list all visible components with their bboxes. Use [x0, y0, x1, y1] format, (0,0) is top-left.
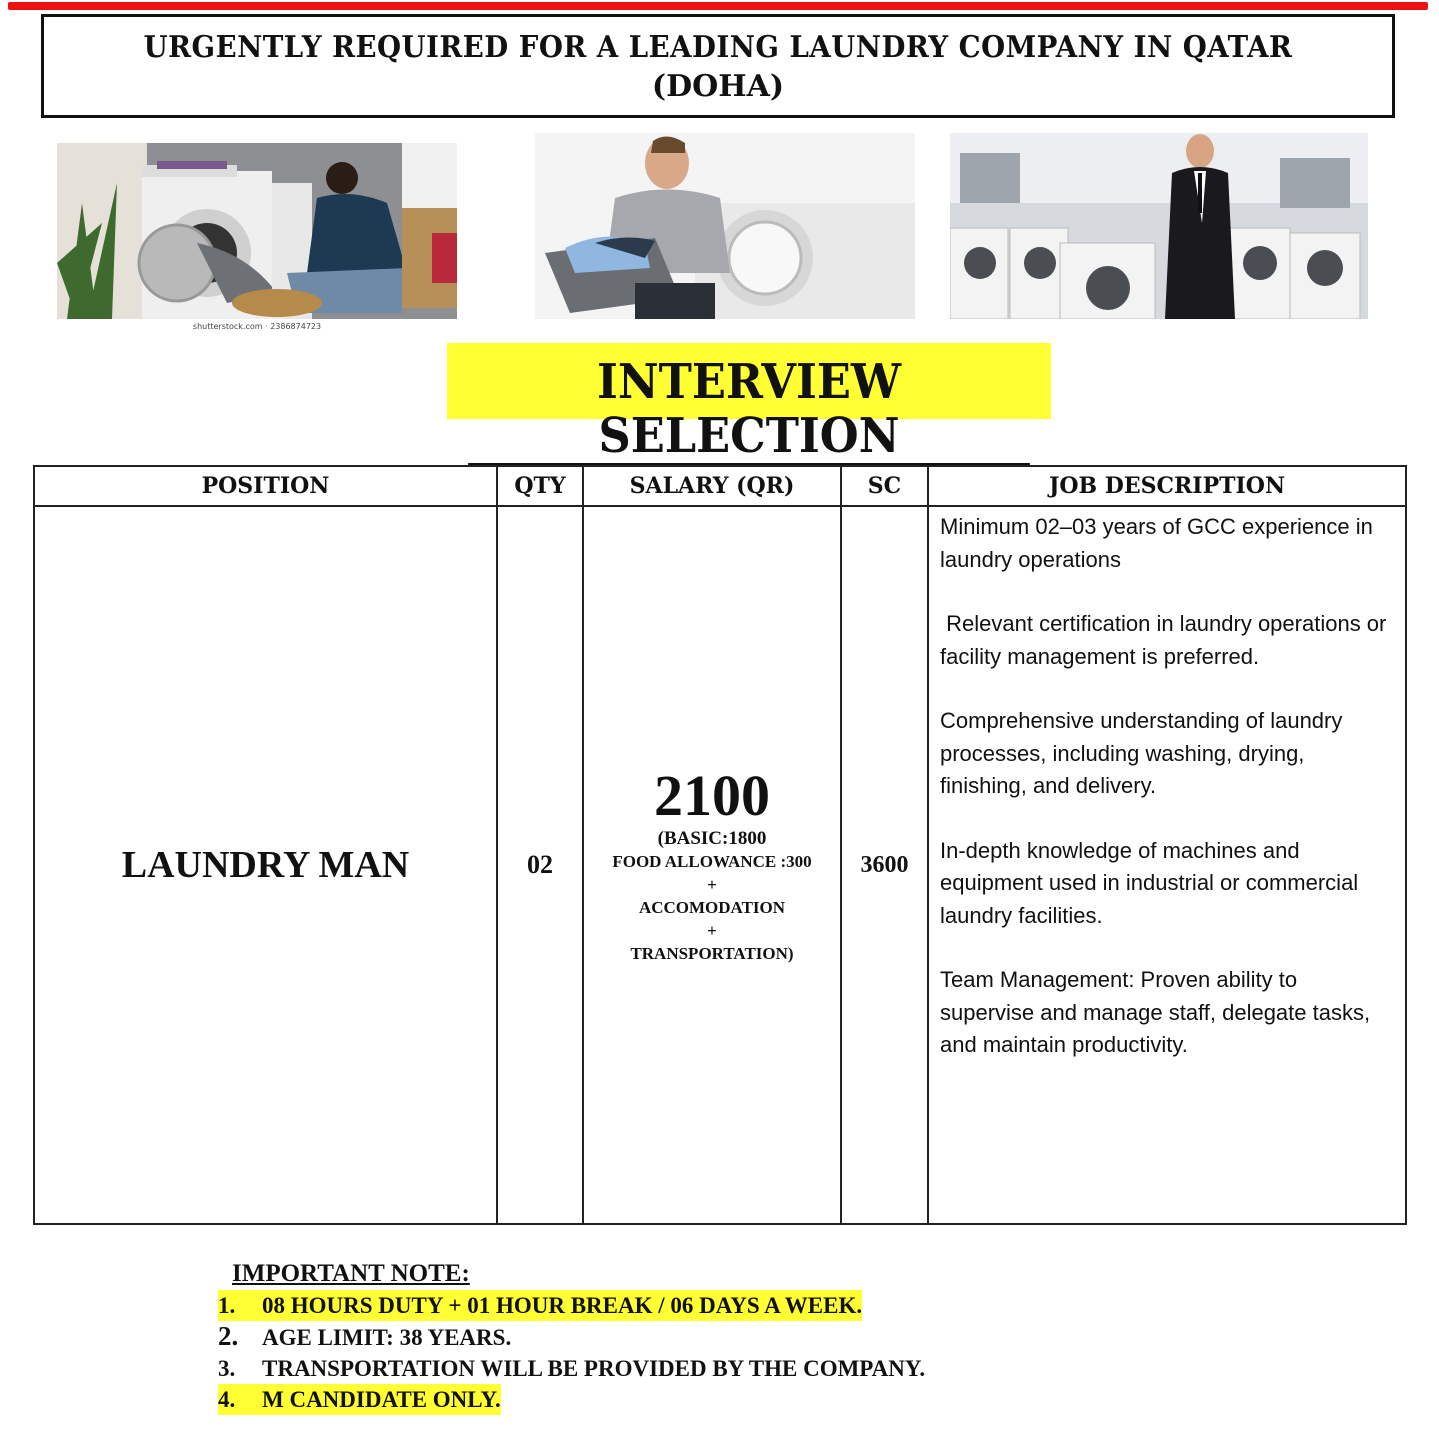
sc-value: 3600: [860, 851, 909, 878]
header-job-description: JOB DESCRIPTION: [928, 466, 1406, 506]
note-number: 4.: [218, 1387, 236, 1412]
salary-plus-2: +: [707, 921, 717, 940]
salary-accommodation: ACCOMODATION: [638, 898, 786, 917]
note-item-1: [218, 1290, 862, 1321]
cell-salary: [583, 506, 841, 1224]
header-position: POSITION: [34, 466, 497, 506]
note-item-4: [218, 1384, 501, 1415]
important-notes: [218, 1258, 925, 1415]
banner-title: INTERVIEW SELECTION: [468, 355, 1030, 467]
photo-man-with-laundry-basket: [535, 133, 915, 319]
header-location: (DOHA): [651, 69, 785, 104]
photo-credit: shutterstock.com · 2386874723: [192, 322, 322, 331]
position-value: LAUNDRY MAN: [121, 844, 410, 886]
note-number: 2.: [218, 1321, 239, 1351]
salary-food-allowance: FOOD ALLOWANCE :300: [612, 852, 812, 871]
top-red-bar: [8, 2, 1428, 10]
desc-certification: Relevant certification in laundry operations or facility management is preferred.: [940, 611, 1393, 669]
header-qty: QTY: [497, 466, 583, 506]
photo-man-loading-washer: [57, 143, 457, 319]
desc-processes: Comprehensive understanding of laundry processes, including washing, drying, finishing, and delivery.: [940, 708, 1343, 798]
cell-sc: [841, 506, 928, 1224]
header-sc: SC: [841, 466, 928, 506]
note-number: 1.: [218, 1293, 236, 1318]
cell-position: [34, 506, 497, 1224]
note-item-3: [218, 1353, 925, 1384]
header-title: URGENTLY REQUIRED FOR A LEADING LAUNDRY COMPANY IN QATAR: [143, 30, 1293, 65]
salary-transportation: TRANSPORTATION): [630, 944, 794, 963]
note-text: TRANSPORTATION WILL BE PROVIDED BY THE COMPANY.: [262, 1356, 926, 1381]
interview-selection-banner: [447, 343, 1051, 464]
desc-team-management: Team Management: Proven ability to supervise and manage staff, delegate tasks, and maintain productivity.: [940, 967, 1371, 1057]
note-text: 08 HOURS DUTY + 01 HOUR BREAK / 06 DAYS A WEEK.: [262, 1293, 863, 1318]
cell-job-description: [928, 506, 1406, 1224]
notes-title: IMPORTANT NOTE:: [232, 1260, 470, 1287]
desc-machines: In-depth knowledge of machines and equipment used in industrial or commercial laundry facilities.: [940, 837, 1359, 928]
table-header-row: [34, 466, 1406, 506]
salary-plus-1: +: [707, 875, 717, 894]
cell-qty: [497, 506, 583, 1224]
header-salary: SALARY (QR): [583, 466, 841, 506]
note-item-2: [218, 1321, 511, 1353]
note-text: AGE LIMIT: 38 YEARS.: [262, 1325, 512, 1350]
note-number: 3.: [218, 1356, 236, 1381]
header-box: [41, 14, 1395, 118]
salary-total: 2100: [654, 763, 770, 828]
table-row: [34, 506, 1406, 1224]
desc-experience: Minimum 02–03 years of GCC experience in laundry operations: [940, 514, 1373, 572]
photo-salesman-with-washers: [950, 133, 1368, 319]
salary-basic: (BASIC:1800: [657, 828, 767, 849]
job-table: [33, 465, 1407, 1225]
note-text: M CANDIDATE ONLY.: [262, 1387, 501, 1412]
qty-value: 02: [527, 850, 553, 879]
